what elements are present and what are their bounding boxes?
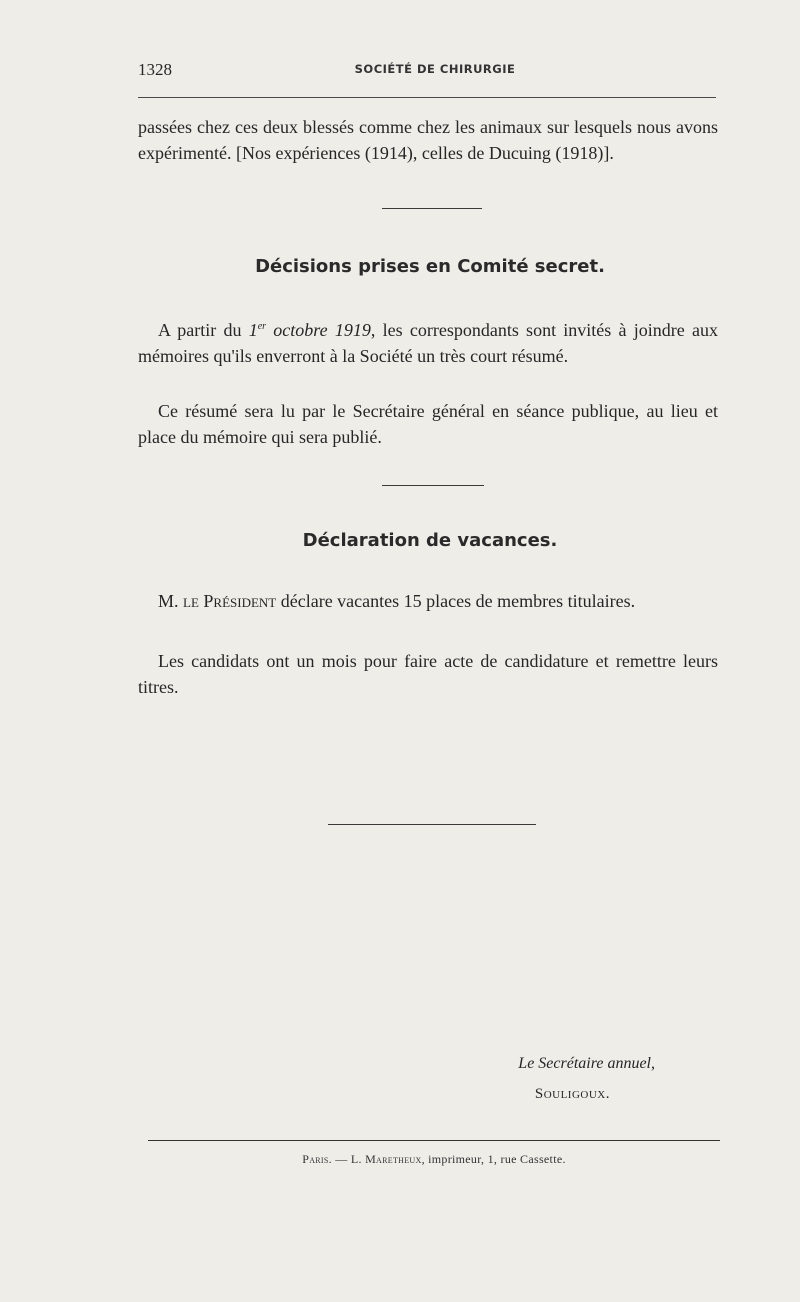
- paragraph-candidats: Les candidats ont un mois pour faire acte de candidature et remettre leurs titres.: [138, 651, 718, 697]
- date-day: 1: [248, 320, 258, 340]
- signature-name: Souligoux.: [534, 1086, 610, 1102]
- paragraph-resume: Ce résumé sera lu par le Secrétaire général en séance publique, au lieu et place du mémoire qui sera publié.: [138, 401, 718, 447]
- paragraph-president: [138, 588, 718, 614]
- signature-title: Le Secrétaire annuel,: [518, 1055, 655, 1072]
- section-heading-vacances: Déclaration de vacances.: [302, 530, 558, 551]
- imprint-printer-name: Maretheux: [365, 1152, 422, 1166]
- printer-imprint: [0, 1152, 800, 1167]
- page-number: 1328: [138, 60, 172, 79]
- paragraph-text: A partir du: [158, 320, 249, 340]
- section-heading-comite-secret: Décisions prises en Comité secret.: [255, 256, 605, 277]
- imprint-text: . — L.: [328, 1152, 366, 1166]
- paragraph-correspondants: [138, 314, 718, 369]
- footer-rule: [148, 1140, 720, 1141]
- date-month-year: octobre 1919: [266, 320, 371, 340]
- president-title: M. le Président: [158, 591, 277, 611]
- section-divider: [382, 485, 484, 486]
- header-rule: [138, 97, 716, 98]
- section-divider: [382, 208, 482, 209]
- intro-paragraph: passées chez ces deux blessés comme chez les animaux sur lesquels nous avons expérimenté. [Nos expériences (1914), celles de Ducuing (1918)].: [138, 117, 718, 163]
- paragraph-text: , les correspondants sont invités à joindre aux mémoires qu'ils enverront à la Société un très court résumé.: [138, 320, 718, 366]
- running-head: SOCIÉTÉ DE CHIRURGIE: [354, 62, 516, 76]
- imprint-city: Paris: [302, 1152, 329, 1166]
- paragraph-text: déclare vacantes 15 places de membres titulaires.: [276, 591, 636, 611]
- closing-rule: [328, 824, 536, 825]
- date-ordinal: er: [257, 321, 267, 332]
- imprint-address: , imprimeur, 1, rue Cassette.: [421, 1152, 566, 1166]
